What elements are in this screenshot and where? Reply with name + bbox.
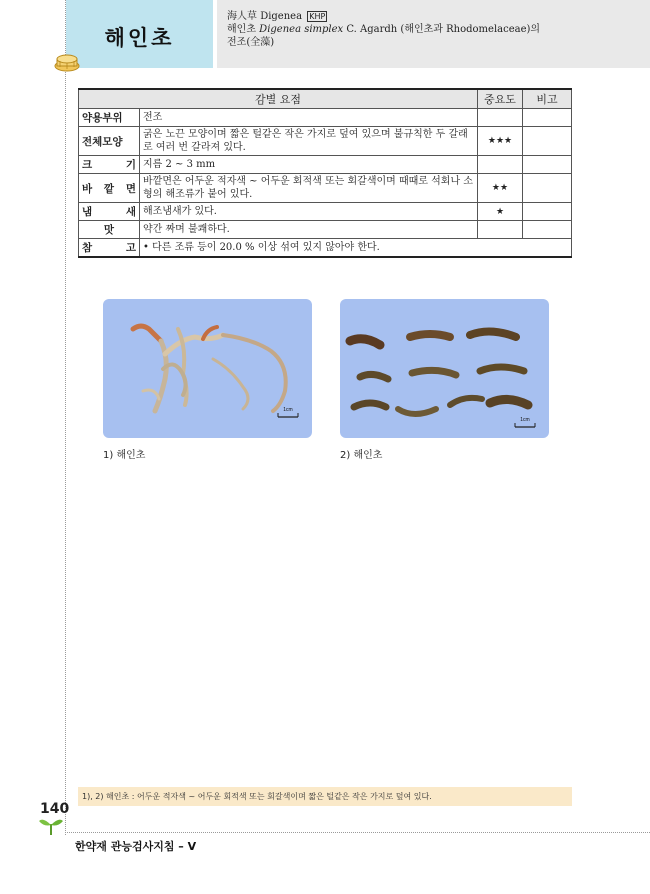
table-header [79,89,572,109]
row-remark [523,156,572,174]
row-key: 전체모양 [79,127,140,156]
column-header-importance: 중요도 [478,89,523,109]
scale-label: 1cm [520,417,530,423]
sprout-icon [38,815,64,835]
header-line-1 [227,10,540,23]
title-box [66,0,213,68]
seaweed-pieces-illustration [340,299,549,438]
row-desc: 약간 짜며 불쾌하다. [140,221,478,239]
row-desc: 바깥면은 어두운 적자색 ~ 어두운 회적색 또는 회갈색이며 때때로 석회나 소형의 해조류가 붙어 있다. [140,174,478,203]
page-number: 140 [40,801,70,817]
row-importance: ★★ [478,174,523,203]
footer-rule [65,832,650,833]
row-desc: 지름 2 ~ 3 mm [140,156,478,174]
row-desc: 굵은 노끈 모양이며 짧은 털같은 작은 가지로 덮여 있으며 불규칙한 두 갈래로 여러 번 갈라져 있다. [140,127,478,156]
row-remark [523,203,572,221]
figure-caption-2: 2) 해인초 [340,450,383,461]
medicine-bundle-icon [54,53,80,73]
table-row [79,221,572,239]
table-row [79,156,572,174]
row-key: 바 깥 면 [79,174,140,203]
header-info [217,0,650,68]
row-importance: ★★★ [478,127,523,156]
table-row [79,127,572,156]
row-importance [478,156,523,174]
book-title: 한약재 관능검사지침 – V [75,840,197,853]
row-desc: • 다른 조류 등이 20.0 % 이상 섞여 있지 않아야 한다. [140,239,572,258]
row-key: 크 기 [79,156,140,174]
row-remark [523,221,572,239]
seaweed-specimen-illustration [103,299,312,438]
row-desc: 전조 [140,109,478,127]
footnote: 1), 2) 해인초 : 어두운 적자색 ~ 어두운 회적색 또는 회갈색이며 짧은 털같은 작은 가지로 덮여 있다. [78,787,572,806]
row-importance [478,109,523,127]
specimen-photo-2 [340,299,549,438]
scale-label: 1cm [283,407,293,413]
row-remark [523,174,572,203]
figure-caption-1: 1) 해인초 [103,450,146,461]
table-row [79,239,572,258]
table-row [79,174,572,203]
margin-line [65,0,66,835]
column-header-remarks: 비고 [523,89,572,109]
row-remark [523,109,572,127]
column-header-points: 감별 요점 [79,89,478,109]
author-family: C. Agardh (해인초과 Rhodomelaceae)의 [346,24,541,35]
header-line-2 [227,23,540,36]
row-key: 약용부위 [79,109,140,127]
row-key: 참 고 [79,239,140,258]
khp-badge: KHP [309,12,326,21]
row-desc: 해조냄새가 있다. [140,203,478,221]
genus-name: Digenea [260,11,303,22]
page-title: 해인초 [104,26,175,50]
row-remark [523,127,572,156]
header-line-3: 전조(全藻) [227,37,275,48]
table-row [79,203,572,221]
row-key: 냄 새 [79,203,140,221]
row-importance: ★ [478,203,523,221]
table-row [79,109,572,127]
species-name: Digenea simplex [259,24,344,35]
hanja-name: 海人草 [227,11,257,22]
row-key: 맛 [79,221,140,239]
identification-table [78,88,572,258]
row-importance [478,221,523,239]
specimen-photo-1 [103,299,312,438]
korean-name: 해인초 [227,24,256,35]
